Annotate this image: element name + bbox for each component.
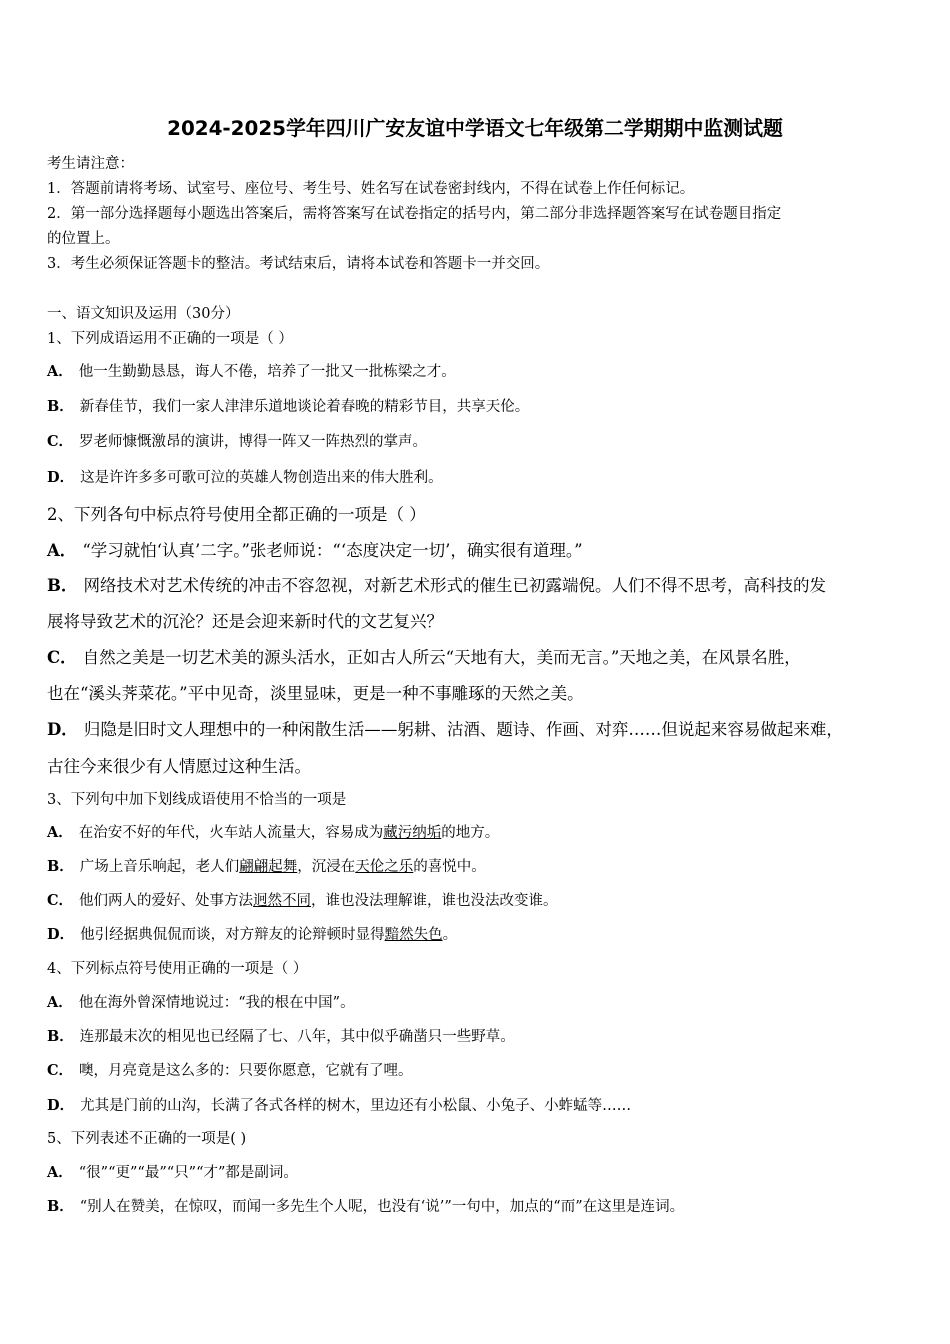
option-text: ，沉浸在	[297, 859, 356, 875]
option-text: “别人在赞美，在惊叹，而闻一多先生个人呢，也没有‘说’”一句中，加点的“而”在这里是连词。	[79, 1199, 685, 1215]
option-letter: D．	[47, 926, 75, 943]
option-text: 的喜悦中。	[413, 859, 486, 875]
option-text: 连那最末次的相见也已经隔了七、八年，其中似乎确凿只一些野草。	[79, 1029, 515, 1045]
question-stem: 2、下列各句中标点符号使用全都正确的一项是（ ）	[47, 505, 426, 524]
option	[47, 572, 826, 596]
option-text: “学习就怕‘认真’二字。”张老师说：“‘态度决定一切’，确实很有道理。”	[82, 541, 583, 560]
option-letter: B．	[47, 398, 74, 415]
option	[47, 1195, 684, 1216]
option-continued: 古往今来很少有人情愿过这种生活。	[47, 757, 311, 776]
option-letter: A．	[47, 824, 73, 841]
option-letter: B．	[47, 1028, 74, 1045]
option	[47, 360, 456, 381]
option-text: 归隐是旧时文人理想中的一种闲散生活——躬耕、沽酒、题诗、作画、对弈……但说起来容易做起来难，	[83, 720, 843, 739]
option	[47, 1025, 515, 1046]
option	[47, 537, 583, 561]
option-letter: A．	[47, 994, 73, 1011]
option-letter: A．	[47, 1164, 73, 1181]
option-letter: B．	[47, 858, 74, 875]
notice-item: 1．答题前请将考场、试室号、座位号、考生号、姓名写在试卷密封线内，不得在试卷上作任何标记。	[47, 181, 695, 197]
option-text: 在治安不好的年代，火车站人流量大，容易成为	[78, 825, 384, 841]
option-text: 。	[442, 927, 458, 943]
underlined-idiom: 翩翩起舞	[239, 859, 298, 875]
option-letter: D．	[47, 720, 78, 739]
option-letter: D．	[47, 469, 75, 486]
option-continued: 展将导致艺术的沉沦？还是会迎来新时代的文艺复兴？	[47, 612, 443, 631]
option-text: 尤其是门前的山沟，长满了各式各样的树木，里边还有小松鼠、小兔子、小蚱蜢等……	[80, 1098, 632, 1114]
option-text: 他在海外曾深情地说过：“我的根在中国”。	[78, 995, 355, 1011]
option	[47, 1161, 298, 1182]
option	[47, 395, 529, 416]
option-letter: C．	[47, 433, 74, 450]
question-stem: 1、下列成语运用不正确的一项是（ ）	[47, 331, 293, 347]
option-letter: A．	[47, 541, 77, 560]
option-letter: B．	[47, 1198, 74, 1215]
option	[47, 1094, 631, 1115]
option-text: ，谁也没法理解谁，谁也没法改变谁。	[311, 893, 558, 909]
option-letter: C．	[47, 1062, 74, 1079]
option	[47, 923, 457, 944]
option	[47, 430, 427, 451]
question-stem: 5、下列表述不正确的一项是( )	[47, 1131, 247, 1147]
option-text: 噢，月亮竟是这么多的：只要你愿意，它就有了哩。	[79, 1063, 413, 1079]
question-stem: 3、下列句中加下划线成语使用不恰当的一项是	[47, 792, 347, 808]
option	[47, 855, 486, 876]
notice-item: 2．第一部分选择题每小题选出答案后，需将答案写在试卷指定的括号内，第二部分非选择题答案写在试卷题目指定	[47, 206, 782, 222]
option	[47, 716, 843, 740]
question-stem: 4、下列标点符号使用正确的一项是（ ）	[47, 961, 308, 977]
option-letter: B．	[47, 576, 78, 595]
notice-heading: 考生请注意：	[47, 156, 134, 172]
option-text: 他引经据典侃侃而谈，对方辩友的论辩顿时显得	[80, 927, 385, 943]
option-text: 这是许许多多可歌可泣的英雄人物创造出来的伟大胜利。	[80, 470, 443, 486]
notice-item: 3．考生必须保证答题卡的整洁。考试结束后，请将本试卷和答题卡一并交回。	[47, 256, 550, 272]
option-text: 罗老师慷慨激昂的演讲，博得一阵又一阵热烈的掌声。	[79, 434, 428, 450]
option-text: “很”“更”“最”“只”“才”都是副词。	[78, 1165, 298, 1181]
option	[47, 889, 558, 910]
option-letter: C．	[47, 892, 74, 909]
section-heading: 一、语文知识及运用（30分）	[47, 306, 240, 322]
option-text: 网络技术对艺术传统的冲击不容忽视，对新艺术形式的催生已初露端倪。人们不得不思考，高科技的发	[83, 576, 826, 595]
option	[47, 466, 443, 487]
page-title: 2024-2025学年四川广安友谊中学语文七年级第二学期期中监测试题	[167, 117, 783, 140]
option-text: 他们两人的爱好、处事方法	[79, 893, 254, 909]
option-text: 自然之美是一切艺术美的源头活水，正如古人所云“天地有大，美而无言。”天地之美，在风景名胜，	[82, 648, 801, 667]
option	[47, 821, 499, 842]
option-letter: D．	[47, 1097, 75, 1114]
option	[47, 644, 801, 668]
underlined-idiom: 迥然不同	[253, 893, 312, 909]
option-text: 新春佳节，我们一家人津津乐道地谈论着春晚的精彩节目，共享天伦。	[79, 399, 530, 415]
option-text: 的地方。	[441, 825, 500, 841]
notice-item: 的位置上。	[47, 231, 120, 247]
option	[47, 991, 355, 1012]
option-text: 广场上音乐响起，老人们	[79, 859, 240, 875]
option-continued: 也在“溪头荠菜花。”平中见奇，淡里显味，更是一种不事雕琢的天然之美。	[47, 684, 584, 703]
underlined-idiom: 黯然失色	[384, 927, 443, 943]
underlined-idiom: 藏污纳垢	[383, 825, 442, 841]
option-letter: C．	[47, 648, 77, 667]
option	[47, 1059, 413, 1080]
underlined-idiom: 天伦之乐	[355, 859, 414, 875]
option-text: 他一生勤勤恳恳，诲人不倦，培养了一批又一批栋梁之才。	[78, 364, 456, 380]
option-letter: A．	[47, 363, 73, 380]
